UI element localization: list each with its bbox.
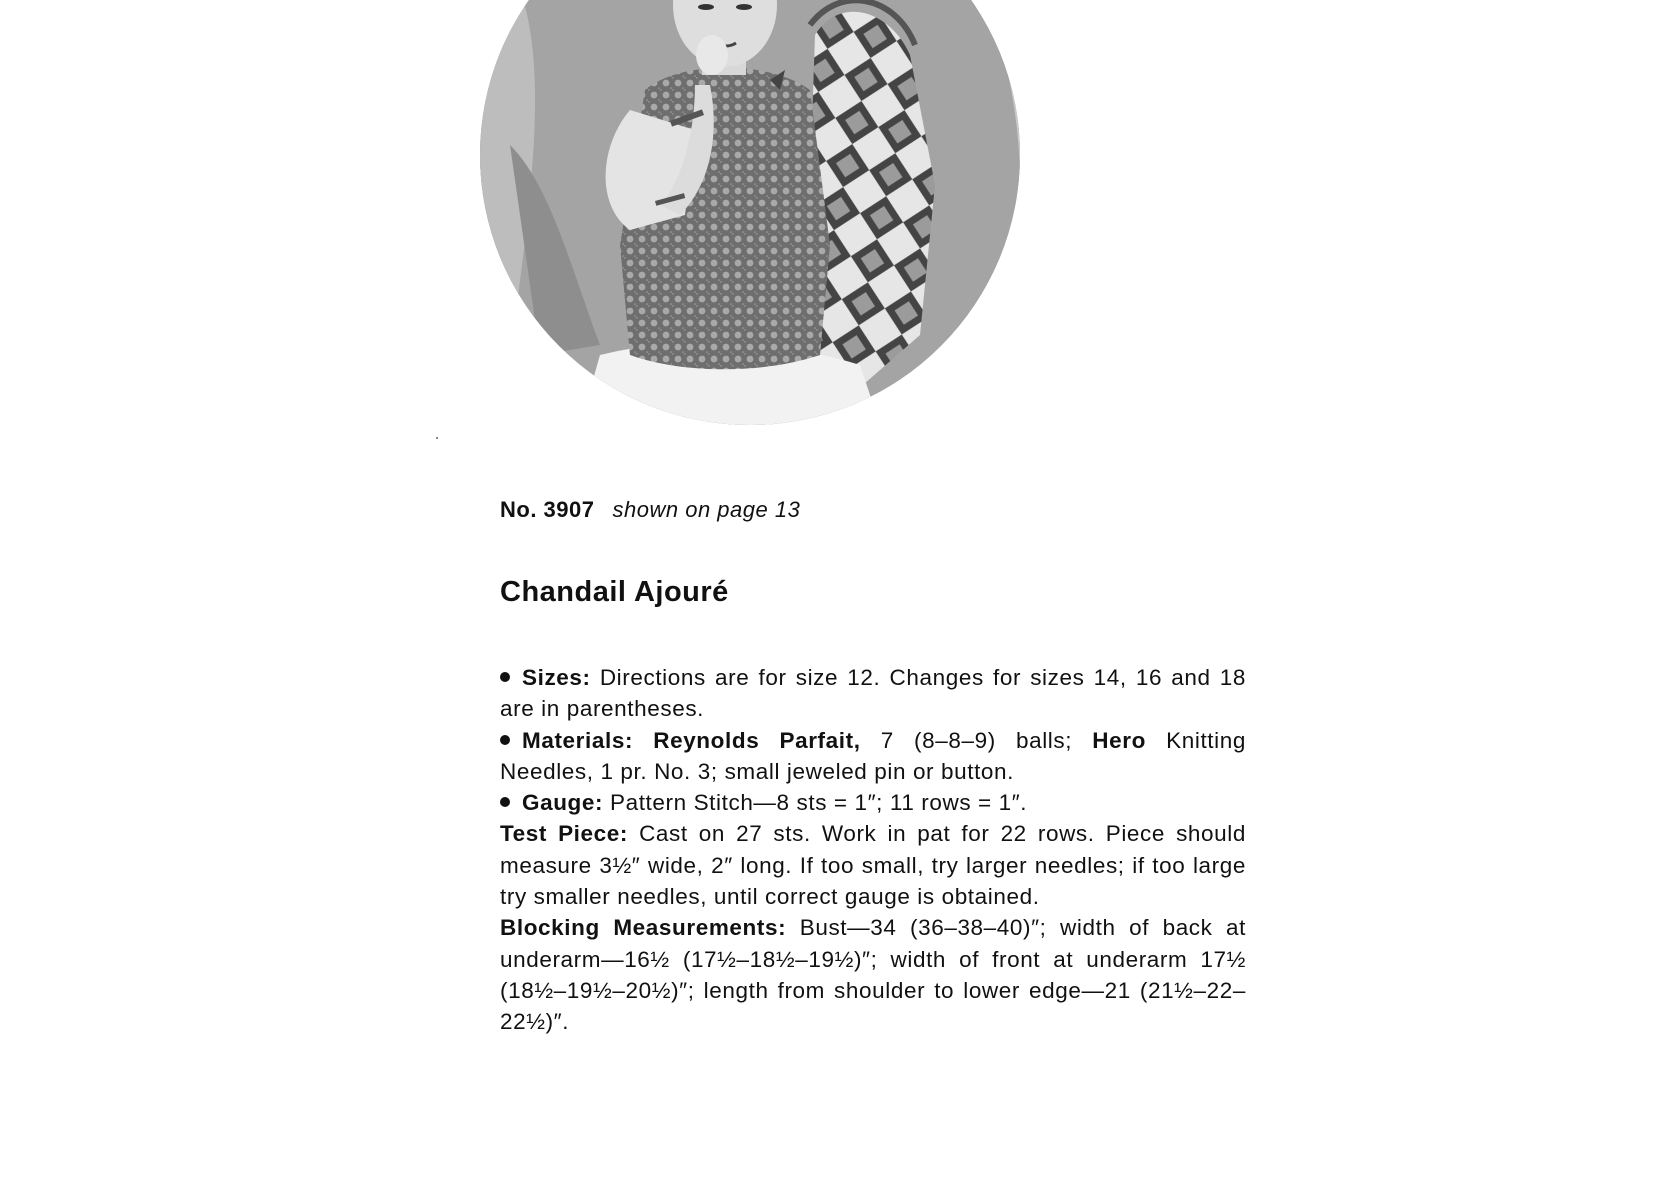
- materials-brand-needles: Hero: [1092, 727, 1146, 753]
- bullet-icon: [500, 735, 510, 745]
- sizes-label: Sizes:: [522, 665, 591, 690]
- print-speck: [436, 437, 438, 439]
- gauge-paragraph: [500, 787, 1246, 818]
- test-piece-paragraph: [500, 818, 1246, 912]
- pattern-number: No. 3907: [500, 497, 595, 522]
- materials-needles: Knitting Needles, 1 pr. No. 3; small jeweled pin or button.: [500, 727, 1246, 784]
- photo-of-woman-icon: [480, 0, 1020, 425]
- test-piece-label: Test Piece:: [500, 821, 628, 847]
- sizes-paragraph: [500, 662, 1246, 725]
- materials-quantity: 7 (8–8–9) balls;: [880, 727, 1073, 753]
- pattern-number-line: [500, 497, 800, 523]
- materials-brand: Reynolds Parfait,: [653, 727, 861, 753]
- pattern-photo: [480, 0, 1020, 425]
- bullet-icon: [500, 797, 510, 807]
- blocking-text: Bust—34 (36–38–40)″; width of back at underarm—16½ (17½–18½–19½)″; width of front at underarm 17½ (18½–19½–20½)″; length from shoulder to lower edge—21 (21½–22–22½)″.: [500, 915, 1246, 1035]
- pattern-instructions: [500, 662, 1246, 1038]
- shown-on-page: shown on page 13: [612, 497, 801, 522]
- gauge-label: Gauge:: [522, 790, 604, 816]
- sizes-text: Directions are for size 12. Changes for sizes 14, 16 and 18 are in parentheses.: [500, 665, 1246, 722]
- blocking-paragraph: [500, 912, 1246, 1037]
- gauge-text: Pattern Stitch—8 sts = 1″; 11 rows = 1″.: [609, 790, 1028, 816]
- test-piece-text: Cast on 27 sts. Work in pat for 22 rows. Piece should measure 3½″ wide, 2″ long. If too small, try larger needles; if too large try smaller needles, until correct gauge is obtained.: [500, 821, 1246, 910]
- pattern-title: Chandail Ajouré: [500, 576, 729, 608]
- bullet-icon: [500, 672, 510, 682]
- materials-paragraph: [500, 725, 1246, 788]
- blocking-label: Blocking Measurements:: [500, 915, 787, 941]
- materials-label: Materials:: [522, 727, 634, 753]
